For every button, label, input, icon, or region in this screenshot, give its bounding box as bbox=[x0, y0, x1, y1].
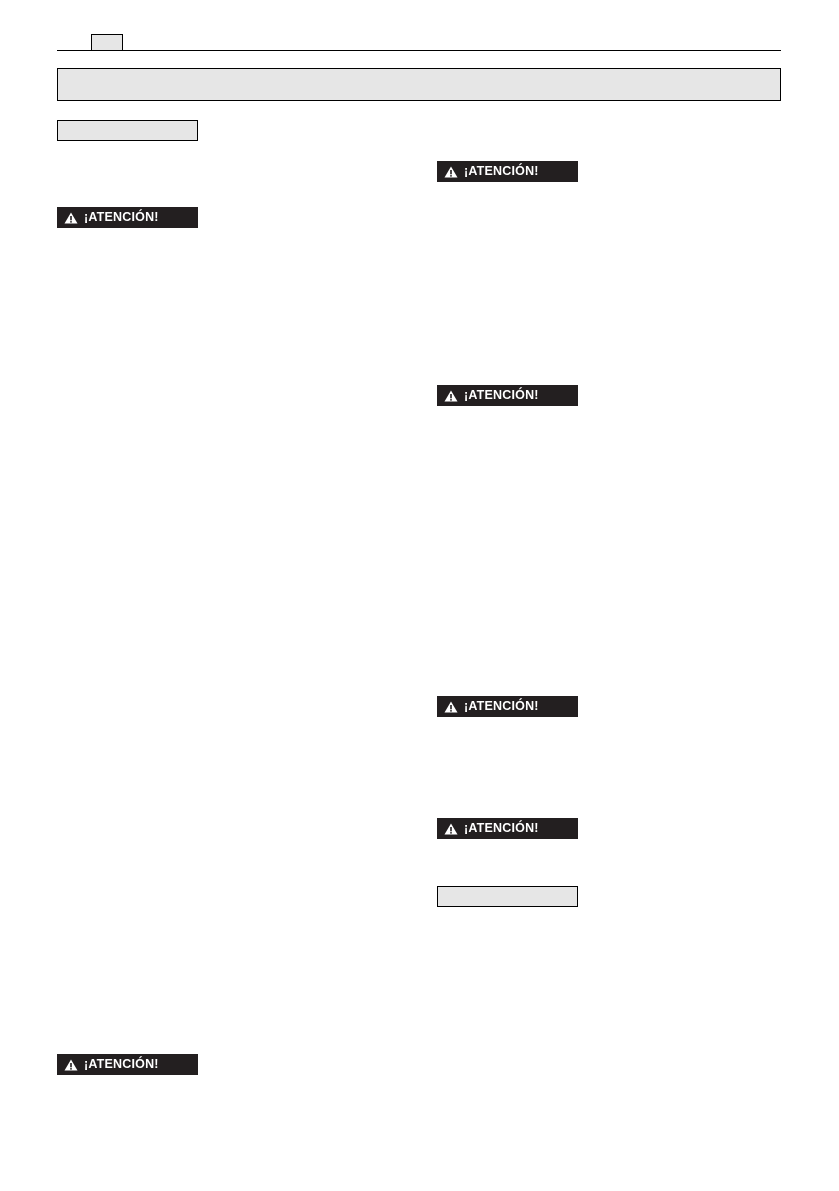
warning-label bbox=[437, 161, 578, 182]
header-rule bbox=[57, 50, 781, 51]
warning-triangle-icon bbox=[64, 1059, 78, 1071]
warning-label-text: ¡ATENCIÓN! bbox=[464, 699, 539, 714]
warning-label-text: ¡ATENCIÓN! bbox=[84, 210, 159, 225]
warning-triangle-icon bbox=[444, 390, 458, 402]
warning-label bbox=[57, 1054, 198, 1075]
warning-label bbox=[437, 385, 578, 406]
warning-label-text: ¡ATENCIÓN! bbox=[464, 388, 539, 403]
warning-triangle-icon bbox=[444, 823, 458, 835]
page-tab bbox=[91, 34, 123, 50]
warning-triangle-icon bbox=[64, 212, 78, 224]
warning-label-text: ¡ATENCIÓN! bbox=[464, 821, 539, 836]
chapter-heading-bar bbox=[57, 68, 781, 101]
warning-label bbox=[437, 696, 578, 717]
warning-triangle-icon bbox=[444, 166, 458, 178]
warning-triangle-icon bbox=[444, 701, 458, 713]
section-heading-box bbox=[57, 120, 198, 141]
warning-label bbox=[57, 207, 198, 228]
warning-label bbox=[437, 818, 578, 839]
warning-label-text: ¡ATENCIÓN! bbox=[464, 164, 539, 179]
warning-label-text: ¡ATENCIÓN! bbox=[84, 1057, 159, 1072]
section-heading-box bbox=[437, 886, 578, 907]
